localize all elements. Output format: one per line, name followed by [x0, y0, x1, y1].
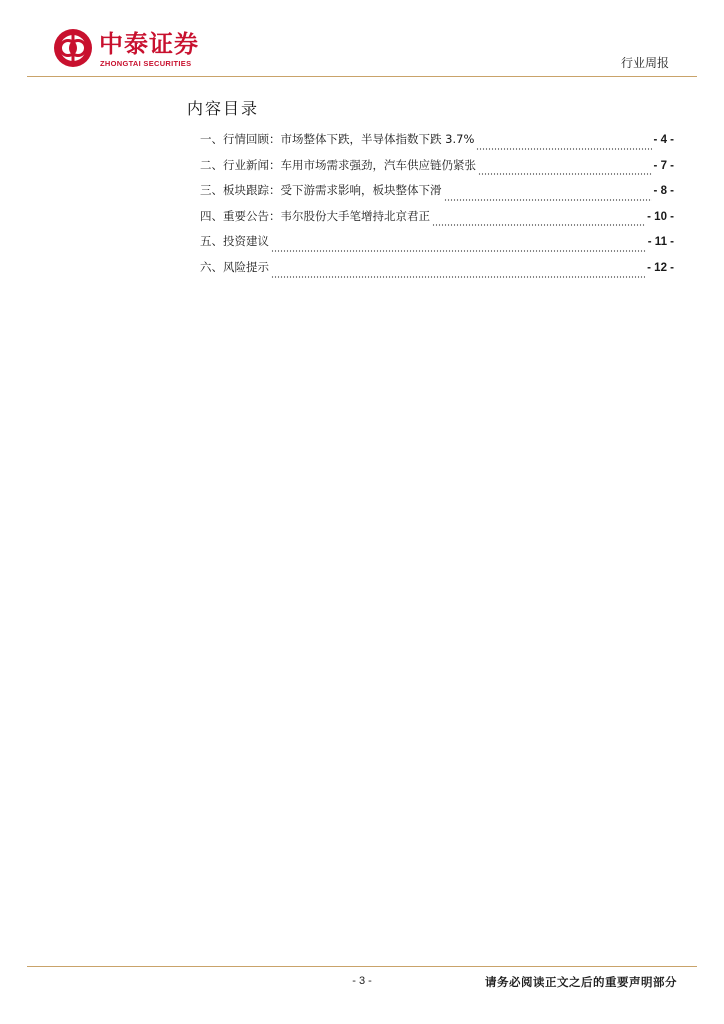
page-number: - 3 -	[352, 975, 372, 987]
toc-entry-2[interactable]	[200, 157, 674, 183]
toc-entry-page: - 8 -	[653, 185, 674, 198]
toc-dot-leader	[476, 148, 651, 150]
toc-entry-text: 一、行情回顾：市场整体下跌，半导体指数下跌 3.7%	[200, 132, 475, 146]
toc-entry-4[interactable]	[200, 208, 674, 234]
disclaimer-text: 请务必阅读正文之后的重要声明部分	[485, 975, 677, 989]
report-type-label: 行业周报	[620, 56, 669, 70]
toc-entry-text: 六、风险提示	[200, 259, 269, 274]
toc-entry-1[interactable]	[200, 131, 674, 157]
toc-entry-3[interactable]	[200, 182, 674, 208]
toc-entry-page: - 11 -	[647, 236, 674, 249]
toc-entry-5[interactable]	[200, 233, 674, 259]
toc-entry-6[interactable]	[200, 259, 674, 285]
toc-dot-leader	[432, 224, 645, 226]
table-of-contents	[200, 131, 674, 285]
toc-entry-page: - 10 -	[647, 210, 674, 223]
footer-divider	[27, 966, 697, 967]
toc-dot-leader	[271, 276, 645, 278]
zhongtai-logo-icon	[53, 28, 93, 68]
toc-entry-page: - 12 -	[647, 261, 674, 274]
company-logo	[53, 28, 223, 74]
toc-entry-text: 四、重要公告：韦尔股份大手笔增持北京君正	[200, 208, 430, 223]
toc-entry-text: 三、板块跟踪：受下游需求影响，板块整体下滑	[200, 183, 442, 198]
toc-dot-leader	[444, 199, 652, 201]
toc-title: 内容目录	[187, 99, 260, 118]
toc-entry-page: - 7 -	[653, 159, 674, 172]
toc-entry-text: 五、投资建议	[200, 234, 269, 249]
toc-dot-leader	[478, 173, 652, 175]
toc-dot-leader	[271, 250, 646, 252]
toc-entry-text: 二、行业新闻：车用市场需求强劲，汽车供应链仍紧张	[200, 157, 476, 172]
logo-chinese-name: 中泰证券	[99, 30, 199, 58]
logo-english-name: ZHONGTAI SECURITIES	[100, 59, 192, 68]
header-divider	[27, 76, 697, 77]
toc-entry-page: - 4 -	[653, 134, 674, 146]
